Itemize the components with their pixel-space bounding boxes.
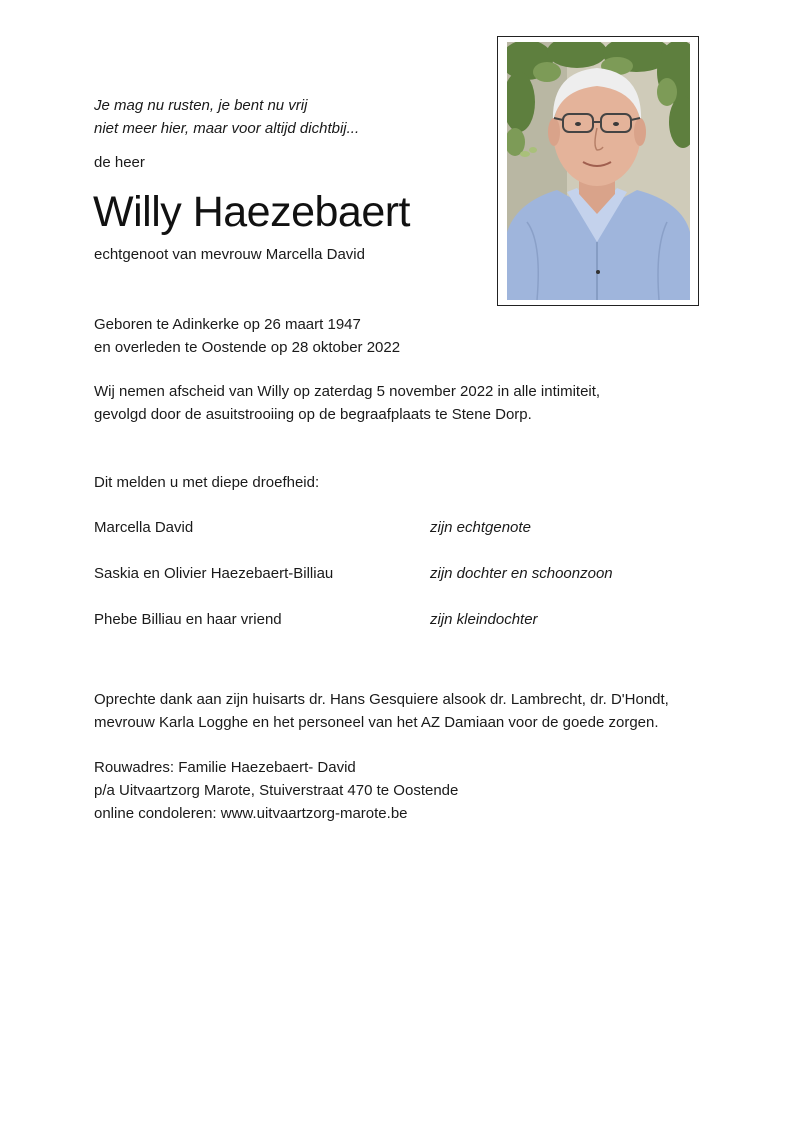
thanks-note bbox=[94, 688, 669, 734]
mourner-name: Phebe Billiau en haar vriend bbox=[94, 611, 282, 628]
salutation: de heer bbox=[94, 154, 145, 171]
thanks-line-1: Oprechte dank aan zijn huisarts dr. Hans Gesquiere alsook dr. Lambrecht, dr. D'Hondt, bbox=[94, 691, 669, 708]
birth-line: Geboren te Adinkerke op 26 maart 1947 bbox=[94, 316, 361, 333]
deceased-name: Willy Haezebaert bbox=[93, 188, 410, 236]
mourning-address bbox=[94, 756, 458, 825]
farewell-info bbox=[94, 380, 600, 426]
birth-death-info bbox=[94, 313, 400, 359]
photo-frame bbox=[497, 36, 699, 306]
address-line-2: p/a Uitvaartzorg Marote, Stuiverstraat 470 te Oostende bbox=[94, 782, 459, 799]
poem bbox=[94, 94, 359, 140]
farewell-line-1: Wij nemen afscheid van Willy op zaterdag 5 november 2022 in alle intimiteit, bbox=[94, 383, 601, 400]
address-line-1: Rouwadres: Familie Haezebaert- David bbox=[94, 759, 356, 776]
mourner-name: Marcella David bbox=[94, 519, 194, 536]
poem-line-2: niet meer hier, maar voor altijd dichtbij... bbox=[94, 120, 360, 137]
portrait-photo bbox=[507, 42, 690, 300]
poem-line-1: Je mag nu rusten, je bent nu vrij bbox=[94, 97, 308, 114]
farewell-line-2: gevolgd door de asuitstrooiing op de begraafplaats te Stene Dorp. bbox=[94, 406, 532, 423]
mourner-relation: zijn echtgenote bbox=[430, 519, 531, 536]
mourner-relation: zijn dochter en schoonzoon bbox=[430, 565, 613, 582]
death-line: en overleden te Oostende op 28 oktober 2022 bbox=[94, 339, 401, 356]
announcement: Dit melden u met diepe droefheid: bbox=[94, 474, 320, 491]
spouse-line: echtgenoot van mevrouw Marcella David bbox=[94, 246, 365, 263]
mourner-relation: zijn kleindochter bbox=[430, 611, 538, 628]
thanks-line-2: mevrouw Karla Logghe en het personeel van het AZ Damiaan voor de goede zorgen. bbox=[94, 714, 659, 731]
address-line-3: online condoleren: www.uitvaartzorg-marote.be bbox=[94, 805, 408, 822]
mourner-name: Saskia en Olivier Haezebaert-Billiau bbox=[94, 565, 334, 582]
